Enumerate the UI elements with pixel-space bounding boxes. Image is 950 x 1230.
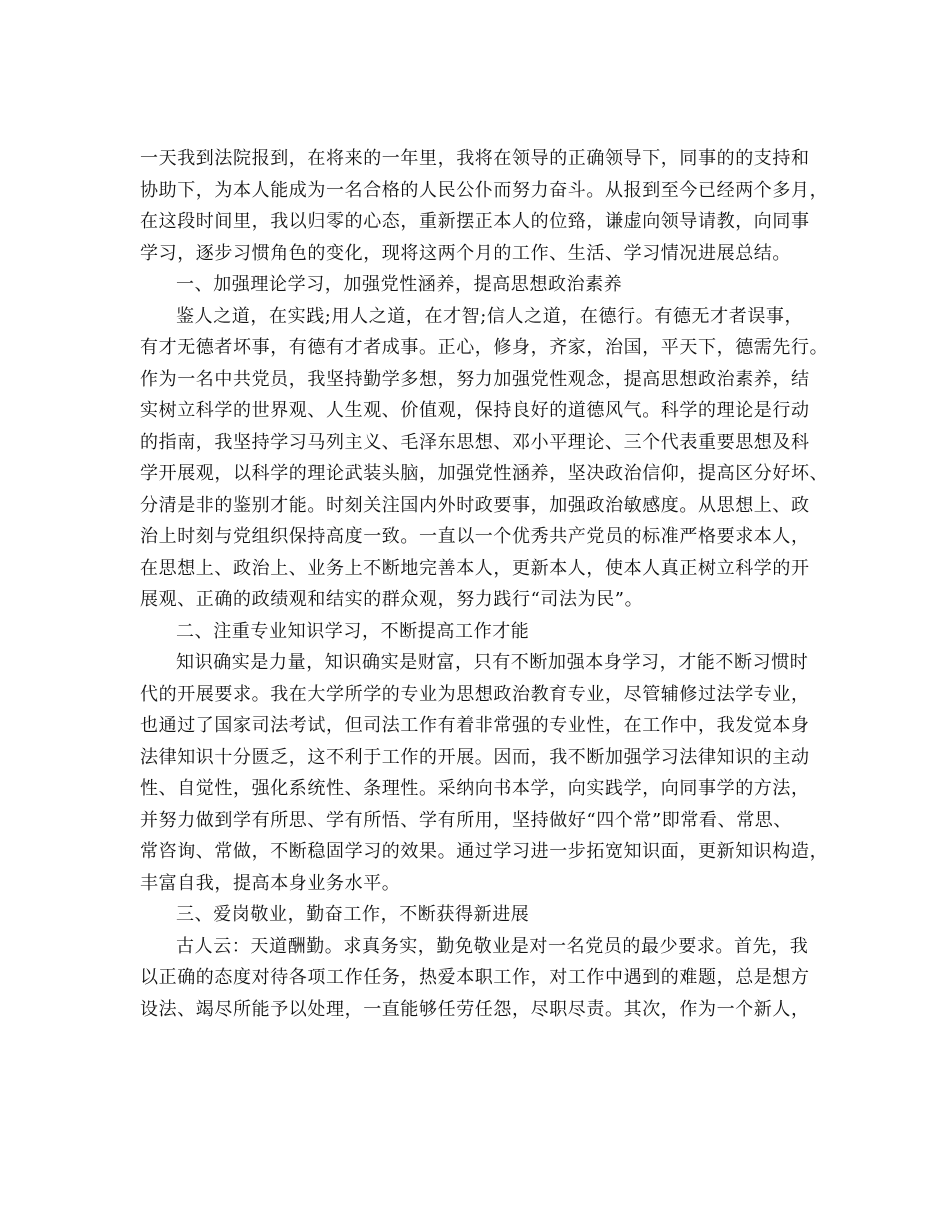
- text-line: 以正确的态度对待各项工作任务，热爱本职工作，对工作中遇到的难题，总是想方: [140, 967, 810, 988]
- text-line: 在思想上、政治上、业务上不断地完善本人，更新本人，使本人真正树立科学的开: [140, 557, 810, 579]
- text-line: 有才无德者坏事，有德有才者成事。正心，修身，齐家，治国，平天下，德需先行。: [140, 337, 829, 358]
- text-line: 鉴人之道，在实践;用人之道，在才智;信人之道，在德行。有德无才者误事，: [176, 305, 804, 327]
- text-line: 性、自觉性，强化系统性、条理性。采纳向书本学，向实践学，向同事学的方法，: [140, 778, 810, 799]
- text-line: 并努力做到学有所思、学有所悟、学有所用，坚持做好“四个常”即常看、常思、: [140, 809, 793, 831]
- text-line: 法律知识十分匮乏，这不利于工作的开展。因而，我不断加强学习法律知识的主动: [140, 746, 810, 768]
- text-line: 常咨询、常做，不断稳固学习的效果。通过学习进一步拓宽知识面，更新知识构造，: [140, 841, 829, 862]
- text-line: 也通过了国家司法考试，但司法工作有着非常强的专业性，在工作中，我发觉本身: [140, 715, 810, 736]
- text-line: 学开展观，以科学的理论武装头脑，加强党性涵养，坚决政治信仰，提高区分好坏、: [140, 463, 829, 484]
- text-line: 作为一名中共党员，我坚持勤学多想，努力加强党性观念，提高思想政治素养，结: [140, 368, 810, 390]
- document-body: [140, 143, 830, 1025]
- text-line: 代的开展要求。我在大学所学的专业为思想政治教育专业，尽管辅修过法学专业，: [140, 683, 810, 705]
- text-line: 设法、竭尽所能予以处理，一直能够任劳任怨，尽职尽责。其次，作为一个新人，: [140, 998, 810, 1020]
- text-line: 实树立科学的世界观、人生观、价值观，保持良好的道德风气。科学的理论是行动: [140, 400, 810, 421]
- text-line: 二、注重专业知识学习，不断提高工作才能: [176, 620, 530, 642]
- text-line: 知识确实是力量，知识确实是财富，只有不断加强本身学习，才能不断习惯时: [176, 652, 809, 673]
- text-line: 学习，逐步习惯角色的变化，现将这两个月的工作、生活、学习情况进展总结。: [140, 242, 791, 264]
- text-line: 展观、正确的政绩观和结实的群众观，努力践行“司法为民”。: [140, 589, 644, 610]
- text-line: 在这段时间里，我以归零的心态，重新摆正本人的位臵，谦虚向领导请教，向同事: [140, 211, 810, 232]
- text-line: 治上时刻与党组织保持高度一致。一直以一个优秀共产党员的标准严格要求本人，: [140, 526, 810, 547]
- text-line: 协助下，为本人能成为一名合格的人民公仆而努力奋斗。从报到至今已经两个多月，: [140, 179, 829, 201]
- text-line: 一天我到法院报到，在将来的一年里，我将在领导的正确领导下，同事的的支持和: [140, 148, 810, 169]
- text-line: 丰富自我，提高本身业务水平。: [140, 872, 401, 894]
- text-line: 古人云：天道酬勤。求真务实，勤免敬业是对一名党员的最少要求。首先，我: [176, 935, 809, 957]
- text-line: 分清是非的鉴别才能。时刻关注国内外时政要事，加强政治敏感度。从思想上、政: [140, 494, 810, 516]
- text-line: 的指南，我坚持学习马列主义、毛泽东思想、邓小平理论、三个代表重要思想及科: [140, 431, 810, 453]
- text-line: 一、加强理论学习，加强党性涵养，提高思想政治素养: [176, 274, 623, 295]
- text-line: 三、爱岗敬业，勤奋工作，不断获得新进展: [176, 904, 530, 925]
